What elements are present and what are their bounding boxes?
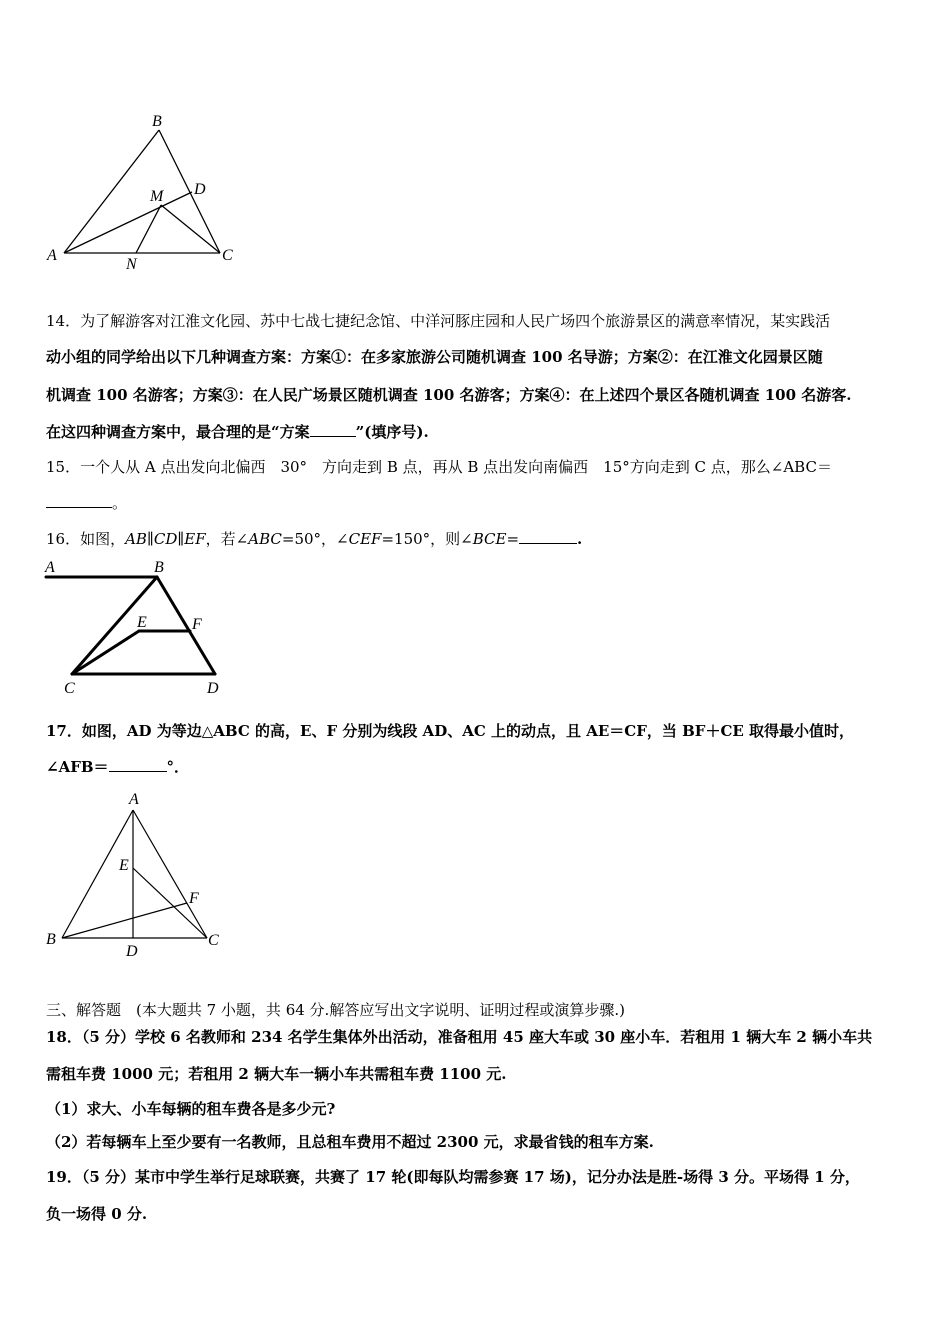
- segment-cm: [161, 205, 220, 253]
- q19-line-2: 负一场得 0 分.: [46, 1205, 148, 1223]
- q15-line-1: 15．一个人从 A 点出发向北偏西 30° 方向走到 B 点，再从 B 点出发向南偏西 15°方向走到 C 点，那么∠ABC＝: [46, 458, 832, 476]
- label-c: C: [208, 932, 219, 949]
- label-d: D: [207, 680, 219, 697]
- q16-text-3: =150°，则∠: [381, 530, 473, 548]
- segment-bd: [157, 577, 215, 674]
- q15-text-end: 。: [112, 494, 128, 512]
- label-e: E: [119, 857, 129, 874]
- q15-line-2: [46, 493, 127, 513]
- q16-line: [46, 529, 582, 549]
- label-c: C: [64, 680, 75, 697]
- answer-blank-q17[interactable]: [109, 757, 167, 772]
- segment-bc: [159, 130, 220, 253]
- label-d: D: [126, 943, 138, 960]
- segment-ab: [64, 130, 159, 253]
- section-3-heading: 三、解答题 (本大题共 7 小题，共 64 分.解答应写出文字说明、证明过程或演算步骤.): [46, 1001, 625, 1019]
- label-a: A: [129, 791, 139, 808]
- label-m: M: [150, 188, 164, 205]
- answer-blank-q15[interactable]: [46, 493, 112, 508]
- q17-text-after-blank: °．: [166, 758, 190, 776]
- segment-ac: [133, 810, 207, 938]
- label-c: C: [222, 247, 233, 264]
- q16-parallel-condition: AB∥CD∥EF: [125, 530, 206, 548]
- q18-part-1: （1）求大、小车每辆的租车费各是多少元?: [46, 1100, 336, 1118]
- label-f: F: [192, 616, 202, 633]
- label-n: N: [126, 256, 137, 273]
- q16-angle-cef: CEF: [348, 530, 382, 548]
- segment-bf: [62, 903, 187, 938]
- label-b: B: [154, 559, 164, 576]
- q19-line-1: 19．（5 分）某市中学生举行足球联赛，共赛了 17 轮(即每队均需参赛 17 场)，记分办法是胜-场得 3 分。平场得 1 分，: [46, 1168, 860, 1186]
- q16-text-end: .: [577, 530, 583, 548]
- label-a: A: [47, 247, 57, 264]
- q14-text-before-blank: 在这四种调查方案中，最合理的是“方案: [46, 423, 310, 441]
- answer-blank-q16[interactable]: [519, 529, 577, 544]
- triangle-abc-figure-13: [44, 108, 244, 276]
- q14-line-2: 动小组的同学给出以下几种调查方案：方案①：在多家旅游公司随机调查 100 名导游；方案②：在江淮文化园景区随: [46, 348, 823, 366]
- q17-text-before-blank: ∠AFB＝: [46, 758, 109, 776]
- answer-blank-q14[interactable]: [310, 422, 356, 437]
- q14-line-4: [46, 422, 429, 442]
- q18-part-2: （2）若每辆车上至少要有一名教师，且总租车费用不超过 2300 元，求最省钱的租车方案.: [46, 1133, 654, 1151]
- q18-line-1: 18．（5 分）学校 6 名教师和 234 名学生集体外出活动，准备租用 45 座大车或 30 座小车．若租用 1 辆大车 2 辆小车共: [46, 1028, 873, 1046]
- label-a: A: [45, 559, 55, 576]
- label-b: B: [152, 113, 162, 130]
- q16-prefix: 16．如图，: [46, 530, 126, 548]
- label-d: D: [194, 181, 206, 198]
- equilateral-triangle-figure-17: [40, 790, 240, 965]
- segment-ab: [62, 810, 133, 938]
- q16-text-1: ，若∠: [205, 530, 249, 548]
- q17-line-1: 17．如图，AD 为等边△ABC 的高，E、F 分别为线段 AD、AC 上的动点，且 AE＝CF，当 BF＋CE 取得最小值时，: [46, 722, 855, 740]
- q16-angle-abc: ABC: [248, 530, 282, 548]
- q18-line-2: 需租车费 1000 元；若租用 2 辆大车一辆小车共需租车费 1100 元.: [46, 1065, 507, 1083]
- q17-line-2: [46, 757, 189, 777]
- q14-line-3: 机调查 100 名游客；方案③：在人民广场景区随机调查 100 名游客；方案④：在上述四个景区各随机调查 100 名游客.: [46, 386, 852, 404]
- label-b: B: [46, 931, 56, 948]
- q16-text-4: =: [506, 530, 520, 548]
- q16-text-2: =50°，∠: [281, 530, 349, 548]
- q16-angle-bce: BCE: [472, 530, 507, 548]
- label-e: E: [137, 614, 147, 631]
- parallel-lines-figure-16: [40, 555, 240, 700]
- label-f: F: [189, 890, 199, 907]
- q14-line-1: 14．为了解游客对江淮文化园、苏中七战七捷纪念馆、中洋河豚庄园和人民广场四个旅游景区的满意率情况，某实践活: [46, 312, 831, 330]
- q14-text-after-blank: ”(填序号).: [355, 423, 429, 441]
- segment-ad: [64, 192, 192, 253]
